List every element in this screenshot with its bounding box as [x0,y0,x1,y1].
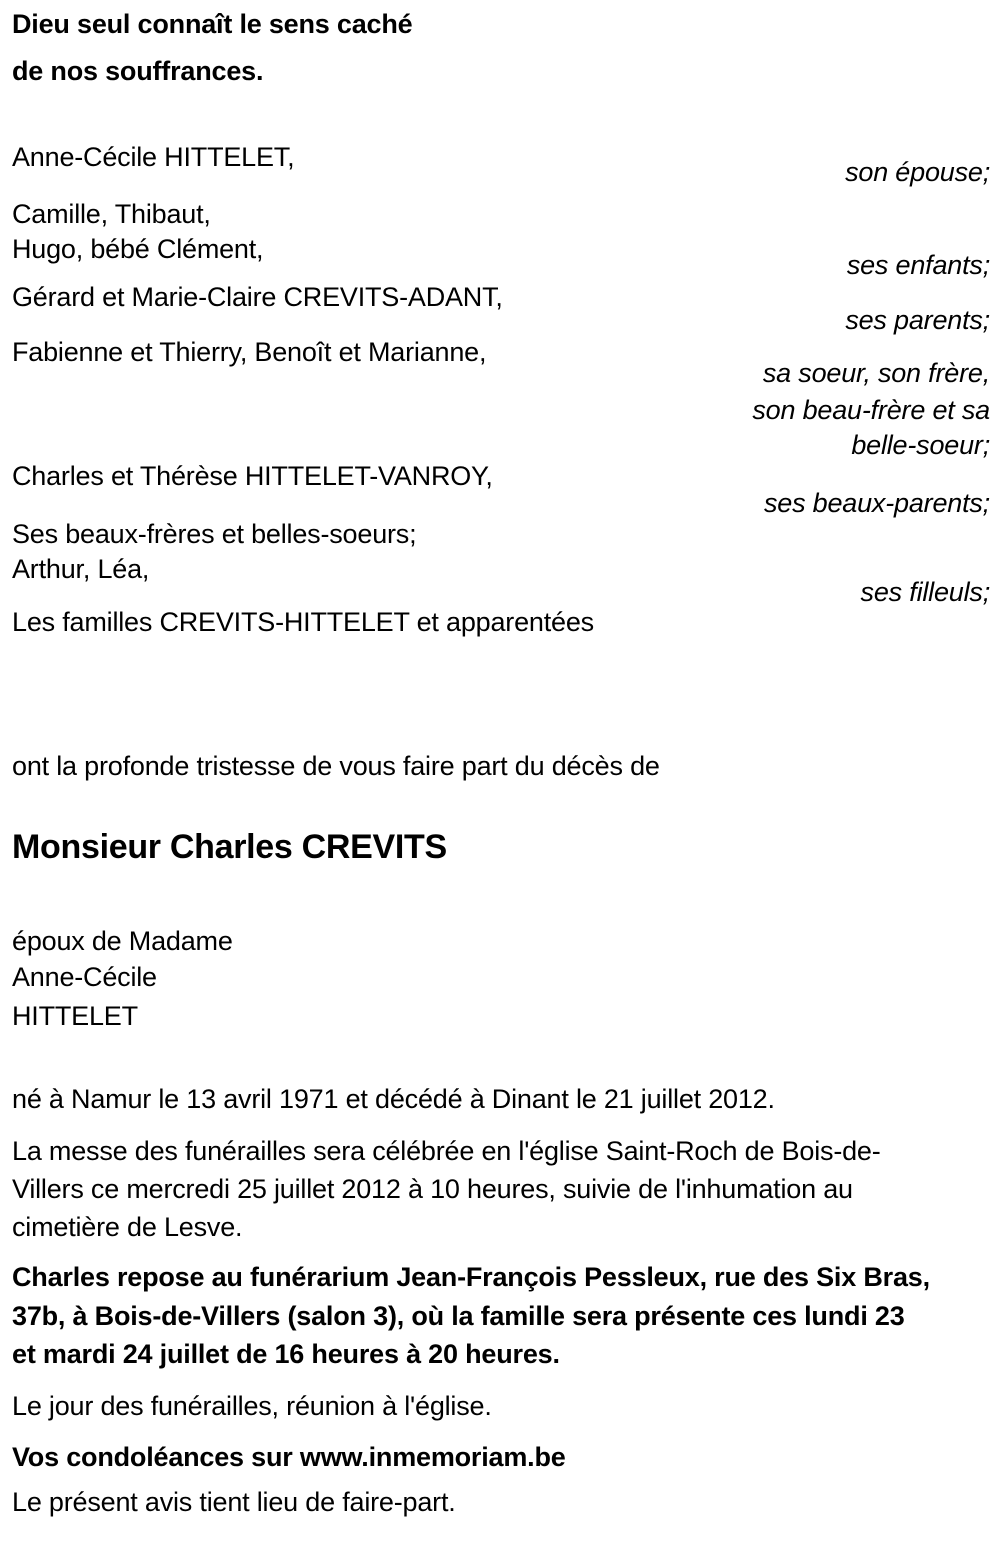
families-line: Les familles CREVITS-HITTELET et apparentées [12,607,594,637]
epigraph-line-1: Dieu seul connaît le sens caché [12,9,413,39]
ceremony-line-1: La messe des funérailles sera célébrée en l'église Saint-Roch de Bois-de- [12,1136,881,1166]
in-laws-name-line: Ses beaux-frères et belles-soeurs; [12,519,417,549]
repose-line-3: et mardi 24 juillet de 16 heures à 20 heures. [12,1339,560,1369]
gathering-line: Le jour des funérailles, réunion à l'église. [12,1391,492,1421]
birth-death-line: né à Namur le 13 avril 1971 et décédé à Dinant le 21 juillet 2012. [12,1084,775,1114]
children-relation-label: ses enfants; [846,250,990,280]
ceremony-line-3: cimetière de Lesve. [12,1212,243,1242]
deceased-name-title: Monsieur Charles CREVITS [12,828,447,866]
godchildren-relation-label: ses filleuls; [860,577,990,607]
parents-name-line: Gérard et Marie-Claire CREVITS-ADANT, [12,282,503,312]
spouse-of-line-3: HITTELET [12,1001,138,1031]
repose-line-1: Charles repose au funérarium Jean-François Pessleux, rue des Six Bras, [12,1262,930,1292]
repose-line-2: 37b, à Bois-de-Villers (salon 3), où la famille sera présente ces lundi 23 [12,1301,905,1331]
siblings-relation-line-3: belle-soeur; [851,430,990,460]
spouse-relation-label: son épouse; [845,157,990,187]
announcement-line: ont la profonde tristesse de vous faire part du décès de [12,751,660,781]
epigraph-line-2: de nos souffrances. [12,56,264,86]
condolences-url-line: Vos condoléances sur www.inmemoriam.be [12,1442,566,1472]
parents-relation-label: ses parents; [845,305,990,335]
children-name-line-2: Hugo, bébé Clément, [12,234,264,264]
siblings-name-line: Fabienne et Thierry, Benoît et Marianne, [12,337,487,367]
children-name-line-1: Camille, Thibaut, [12,199,211,229]
parents-in-law-relation-label: ses beaux-parents; [763,488,990,518]
spouse-of-line-2: Anne-Cécile [12,962,157,992]
parents-in-law-name-line: Charles et Thérèse HITTELET-VANROY, [12,461,493,491]
siblings-relation-line-1: sa soeur, son frère, [762,358,990,388]
spouse-name-line: Anne-Cécile HITTELET, [12,142,295,172]
spouse-of-line-1: époux de Madame [12,926,233,956]
godchildren-name-line: Arthur, Léa, [12,554,150,584]
footer-notice-line: Le présent avis tient lieu de faire-part. [12,1487,456,1517]
ceremony-line-2: Villers ce mercredi 25 juillet 2012 à 10 heures, suivie de l'inhumation au [12,1174,853,1204]
siblings-relation-line-2: son beau-frère et sa [752,395,990,425]
